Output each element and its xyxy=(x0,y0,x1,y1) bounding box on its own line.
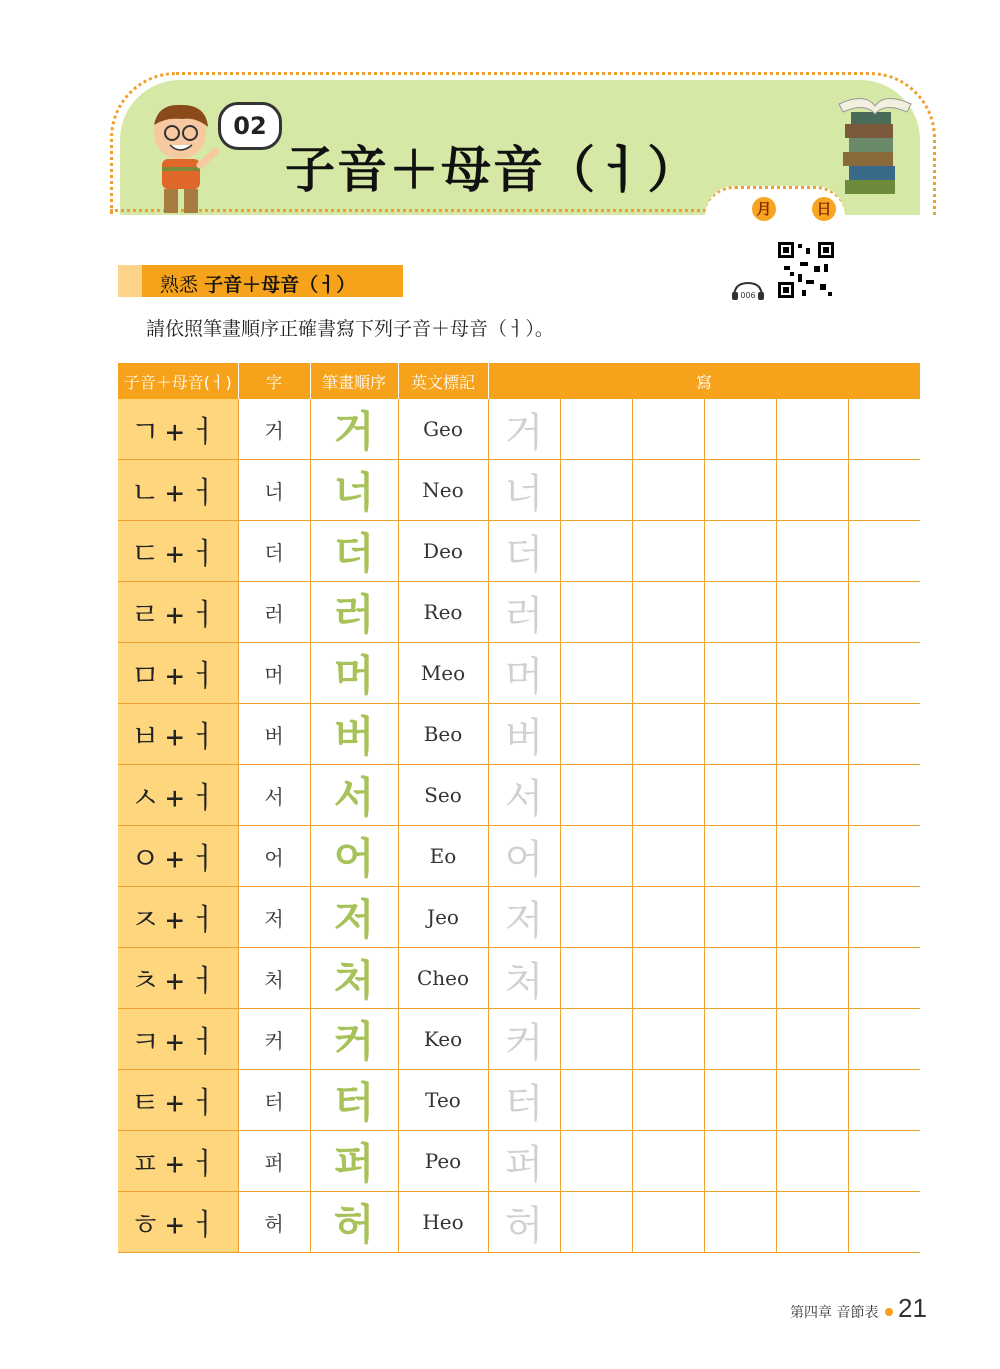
writing-box[interactable] xyxy=(848,582,920,643)
header-combo: 子音＋母音(ㅓ) xyxy=(118,363,238,399)
stroke-order-cell: 허 xyxy=(310,1192,398,1253)
writing-box[interactable] xyxy=(848,887,920,948)
writing-box[interactable] xyxy=(560,765,632,826)
writing-box[interactable] xyxy=(776,1070,848,1131)
writing-box[interactable] xyxy=(560,643,632,704)
trace-cell: 어 xyxy=(488,826,560,887)
writing-box[interactable] xyxy=(776,582,848,643)
combo-cell: ㅌ+ㅓ xyxy=(118,1070,238,1131)
writing-box[interactable] xyxy=(560,887,632,948)
table-row xyxy=(118,1131,920,1192)
writing-box[interactable] xyxy=(704,582,776,643)
writing-box[interactable] xyxy=(560,460,632,521)
writing-box[interactable] xyxy=(776,1009,848,1070)
writing-box[interactable] xyxy=(704,1192,776,1253)
combo-cell: ㅎ+ㅓ xyxy=(118,1192,238,1253)
table-row xyxy=(118,1192,920,1253)
writing-box[interactable] xyxy=(848,1070,920,1131)
stroke-order-cell: 커 xyxy=(310,1009,398,1070)
writing-box[interactable] xyxy=(848,826,920,887)
footer-chapter: 第四章 音節表 xyxy=(790,1305,879,1321)
char-cell: 터 xyxy=(238,1070,310,1131)
char-cell: 커 xyxy=(238,1009,310,1070)
writing-box[interactable] xyxy=(632,826,704,887)
table-row xyxy=(118,1009,920,1070)
romanization-cell: Jeo xyxy=(398,887,488,948)
page-title: 子音＋母音（ㅓ） xyxy=(285,141,700,199)
trace-cell: 너 xyxy=(488,460,560,521)
combo-cell: ㅂ+ㅓ xyxy=(118,704,238,765)
char-cell: 처 xyxy=(238,948,310,1009)
combo-cell: ㄷ+ㅓ xyxy=(118,521,238,582)
char-cell: 퍼 xyxy=(238,1131,310,1192)
table-header-row xyxy=(118,363,920,399)
combo-cell: ㄱ+ㅓ xyxy=(118,399,238,460)
combo-cell: ㅅ+ㅓ xyxy=(118,765,238,826)
romanization-cell: Deo xyxy=(398,521,488,582)
writing-box[interactable] xyxy=(704,1009,776,1070)
stroke-order-cell: 저 xyxy=(310,887,398,948)
table-row xyxy=(118,948,920,1009)
romanization-cell: Neo xyxy=(398,460,488,521)
combo-cell: ㅈ+ㅓ xyxy=(118,887,238,948)
section-heading xyxy=(160,270,355,297)
writing-box[interactable] xyxy=(560,521,632,582)
romanization-cell: Meo xyxy=(398,643,488,704)
stroke-order-cell: 어 xyxy=(310,826,398,887)
header-write: 寫 xyxy=(488,363,920,399)
writing-box[interactable] xyxy=(560,704,632,765)
writing-box[interactable] xyxy=(632,1131,704,1192)
trace-cell: 거 xyxy=(488,399,560,460)
writing-box[interactable] xyxy=(632,887,704,948)
romanization-cell: Seo xyxy=(398,765,488,826)
stroke-order-cell: 머 xyxy=(310,643,398,704)
table-row xyxy=(118,521,920,582)
writing-box[interactable] xyxy=(704,704,776,765)
qr-code[interactable] xyxy=(776,240,836,300)
romanization-cell: Keo xyxy=(398,1009,488,1070)
writing-box[interactable] xyxy=(560,826,632,887)
writing-box[interactable] xyxy=(848,948,920,1009)
writing-box[interactable] xyxy=(776,704,848,765)
stroke-order-cell: 퍼 xyxy=(310,1131,398,1192)
writing-box[interactable] xyxy=(848,704,920,765)
footer-bullet xyxy=(885,1308,893,1316)
writing-box[interactable] xyxy=(776,1192,848,1253)
header-char: 字 xyxy=(238,363,310,399)
audio-track-number: 006 xyxy=(740,291,756,300)
combo-cell: ㅁ+ㅓ xyxy=(118,643,238,704)
char-cell: 버 xyxy=(238,704,310,765)
table-row xyxy=(118,826,920,887)
char-cell: 허 xyxy=(238,1192,310,1253)
writing-box[interactable] xyxy=(848,399,920,460)
writing-box[interactable] xyxy=(704,521,776,582)
romanization-cell: Geo xyxy=(398,399,488,460)
romanization-cell: Peo xyxy=(398,1131,488,1192)
writing-box[interactable] xyxy=(776,887,848,948)
writing-box[interactable] xyxy=(704,948,776,1009)
writing-box[interactable] xyxy=(776,826,848,887)
writing-box[interactable] xyxy=(632,399,704,460)
writing-box[interactable] xyxy=(848,1192,920,1253)
writing-box[interactable] xyxy=(632,1070,704,1131)
combo-cell: ㅋ+ㅓ xyxy=(118,1009,238,1070)
char-cell: 더 xyxy=(238,521,310,582)
char-cell: 저 xyxy=(238,887,310,948)
writing-box[interactable] xyxy=(776,643,848,704)
writing-box[interactable] xyxy=(632,1192,704,1253)
writing-box[interactable] xyxy=(632,948,704,1009)
boy-illustration xyxy=(138,95,228,225)
stroke-order-cell: 서 xyxy=(310,765,398,826)
combo-cell: ㄹ+ㅓ xyxy=(118,582,238,643)
char-cell: 머 xyxy=(238,643,310,704)
writing-box[interactable] xyxy=(560,582,632,643)
trace-cell: 터 xyxy=(488,1070,560,1131)
writing-box[interactable] xyxy=(632,460,704,521)
char-cell: 어 xyxy=(238,826,310,887)
table-row xyxy=(118,1070,920,1131)
writing-box[interactable] xyxy=(848,643,920,704)
writing-box[interactable] xyxy=(632,643,704,704)
trace-cell: 러 xyxy=(488,582,560,643)
romanization-cell: Cheo xyxy=(398,948,488,1009)
writing-box[interactable] xyxy=(848,521,920,582)
writing-box[interactable] xyxy=(632,582,704,643)
trace-cell: 저 xyxy=(488,887,560,948)
trace-cell: 서 xyxy=(488,765,560,826)
writing-box[interactable] xyxy=(848,1131,920,1192)
day-label: 日 xyxy=(812,197,836,221)
writing-box[interactable] xyxy=(632,765,704,826)
writing-box[interactable] xyxy=(704,887,776,948)
trace-cell: 퍼 xyxy=(488,1131,560,1192)
stroke-order-cell: 더 xyxy=(310,521,398,582)
trace-cell: 더 xyxy=(488,521,560,582)
stroke-order-cell: 거 xyxy=(310,399,398,460)
romanization-cell: Eo xyxy=(398,826,488,887)
writing-box[interactable] xyxy=(848,765,920,826)
table-row xyxy=(118,704,920,765)
section-prefix: 熟悉 xyxy=(160,274,199,296)
romanization-cell: Teo xyxy=(398,1070,488,1131)
stroke-order-cell: 터 xyxy=(310,1070,398,1131)
practice-table xyxy=(118,363,921,1253)
table-row xyxy=(118,399,920,460)
combo-cell: ㅊ+ㅓ xyxy=(118,948,238,1009)
trace-cell: 커 xyxy=(488,1009,560,1070)
section-title: 子音＋母音（ㅓ） xyxy=(204,274,356,296)
writing-box[interactable] xyxy=(704,399,776,460)
writing-box[interactable] xyxy=(848,1009,920,1070)
header-stroke-order: 筆畫順序 xyxy=(310,363,398,399)
instruction-text: 請依照筆畫順序正確書寫下列子音＋母音（ㅓ）。 xyxy=(146,318,554,340)
table-row xyxy=(118,643,920,704)
writing-box[interactable] xyxy=(704,826,776,887)
writing-box[interactable] xyxy=(632,1009,704,1070)
stroke-order-cell: 너 xyxy=(310,460,398,521)
section-heading-stripe xyxy=(118,265,142,297)
trace-cell: 허 xyxy=(488,1192,560,1253)
combo-cell: ㄴ+ㅓ xyxy=(118,460,238,521)
writing-box[interactable] xyxy=(776,460,848,521)
romanization-cell: Beo xyxy=(398,704,488,765)
writing-box[interactable] xyxy=(632,521,704,582)
table-row xyxy=(118,582,920,643)
writing-box[interactable] xyxy=(560,1131,632,1192)
char-cell: 너 xyxy=(238,460,310,521)
books-stack-illustration xyxy=(835,90,915,200)
header-romanization: 英文標記 xyxy=(398,363,488,399)
stroke-order-cell: 러 xyxy=(310,582,398,643)
char-cell: 러 xyxy=(238,582,310,643)
headphones-icon[interactable] xyxy=(730,281,766,301)
combo-cell: ㅍ+ㅓ xyxy=(118,1131,238,1192)
stroke-order-cell: 버 xyxy=(310,704,398,765)
writing-box[interactable] xyxy=(776,399,848,460)
romanization-cell: Heo xyxy=(398,1192,488,1253)
char-cell: 거 xyxy=(238,399,310,460)
page-number: 21 xyxy=(898,1293,927,1323)
table-row xyxy=(118,765,920,826)
writing-box[interactable] xyxy=(560,1009,632,1070)
writing-box[interactable] xyxy=(704,460,776,521)
writing-box[interactable] xyxy=(776,521,848,582)
writing-box[interactable] xyxy=(560,1070,632,1131)
writing-box[interactable] xyxy=(704,1131,776,1192)
writing-box[interactable] xyxy=(560,948,632,1009)
writing-box[interactable] xyxy=(776,765,848,826)
writing-box[interactable] xyxy=(776,1131,848,1192)
writing-box[interactable] xyxy=(776,948,848,1009)
writing-box[interactable] xyxy=(704,643,776,704)
lesson-number-badge: 02 xyxy=(218,102,282,150)
romanization-cell: Reo xyxy=(398,582,488,643)
writing-box[interactable] xyxy=(560,1192,632,1253)
writing-box[interactable] xyxy=(704,1070,776,1131)
table-row xyxy=(118,887,920,948)
writing-box[interactable] xyxy=(632,704,704,765)
table-row xyxy=(118,460,920,521)
stroke-order-cell: 처 xyxy=(310,948,398,1009)
month-label: 月 xyxy=(752,197,776,221)
writing-box[interactable] xyxy=(848,460,920,521)
trace-cell: 처 xyxy=(488,948,560,1009)
writing-box[interactable] xyxy=(704,765,776,826)
combo-cell: ㅇ+ㅓ xyxy=(118,826,238,887)
writing-box[interactable] xyxy=(560,399,632,460)
char-cell: 서 xyxy=(238,765,310,826)
trace-cell: 버 xyxy=(488,704,560,765)
trace-cell: 머 xyxy=(488,643,560,704)
